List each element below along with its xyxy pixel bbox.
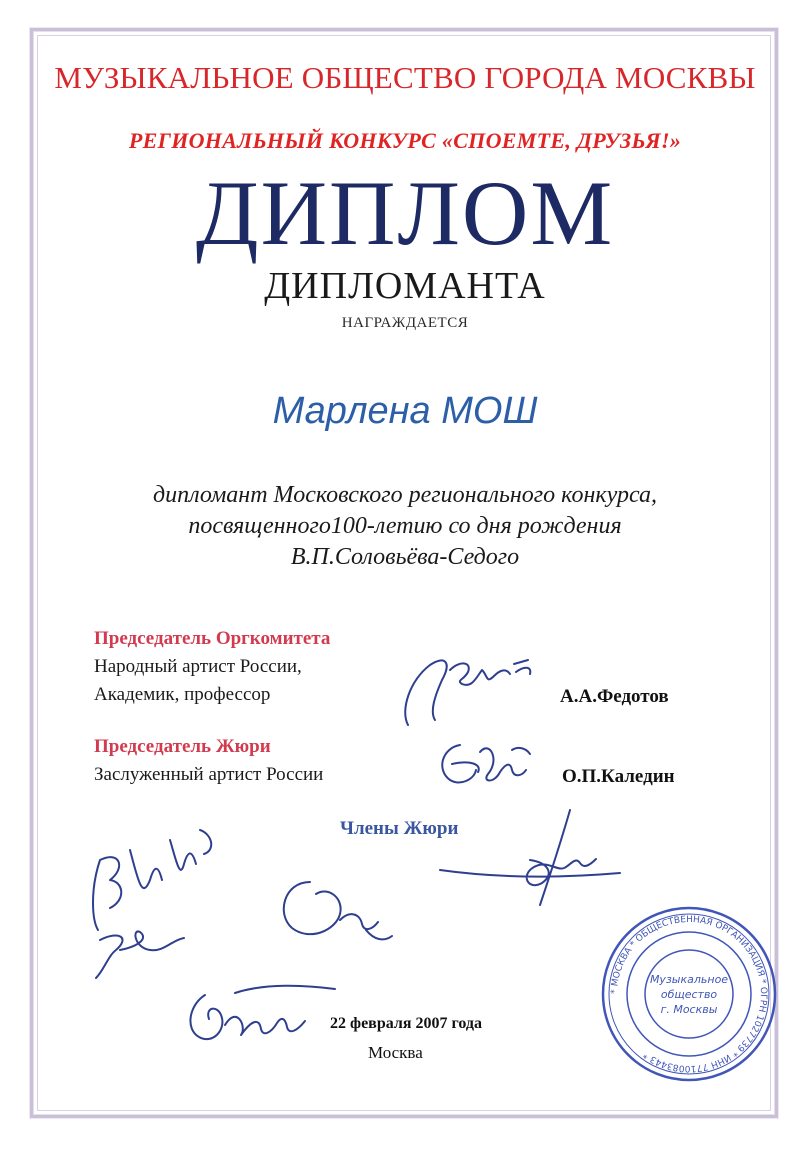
signature-fedotov [390,640,550,730]
signature-kaledin [430,730,540,800]
seal-ring-text: * МОСКВА * ОБЩЕСТВЕННАЯ ОРГАНИЗАЦИЯ * ОГРН 1027739 * ИНН 7710083443 * [609,914,769,1074]
official-seal [600,905,778,1083]
seal-inner-line-1: Музыкальное [649,973,729,986]
society-heading: МУЗЫКАЛЬНОЕ ОБЩЕСТВО ГОРОДА МОСКВЫ [54,60,756,95]
jury-members-label: Члены Жюри [340,818,459,839]
issue-date: 22 февраля 2007 года [330,1015,482,1032]
orgcommittee-title-2: Академик, профессор [94,684,271,705]
signature-jury-member-3 [270,870,400,950]
orgcommittee-signer-name: А.А.Федотов [560,686,669,707]
seal-inner-line-3: г. Москвы [660,1003,718,1016]
award-description [0,480,810,573]
diplomant-title: ДИПЛОМАНТА [264,265,546,307]
jury-role: Председатель Жюри [94,736,271,757]
orgcommittee-role: Председатель Оргкомитета [94,628,331,649]
jury-title: Заслуженный артист России [94,764,324,785]
recipient-name: Марлена МОШ [272,390,538,432]
signature-jury-member-4 [175,975,345,1055]
signature-jury-member-1 [430,805,630,915]
jury-signer-name: О.П.Каледин [562,766,675,787]
orgcommittee-title-1: Народный артист России, [94,656,302,677]
issue-city: Москва [368,1043,423,1062]
seal-inner-line-2: общество [660,988,718,1001]
diploma-title: ДИПЛОМ [195,162,615,264]
description-line-1: дипломант Московского регионального конкурса, [153,482,657,508]
signature-jury-member-2 [80,820,220,990]
awarded-label: НАГРАЖДАЕТСЯ [341,315,469,331]
description-line-2: посвященного100-летию со дня рождения [188,513,622,539]
contest-title: РЕГИОНАЛЬНЫЙ КОНКУРС «СПОЕМТЕ, ДРУЗЬЯ!» [128,128,682,153]
description-line-3: В.П.Соловьёва-Седого [290,544,520,570]
